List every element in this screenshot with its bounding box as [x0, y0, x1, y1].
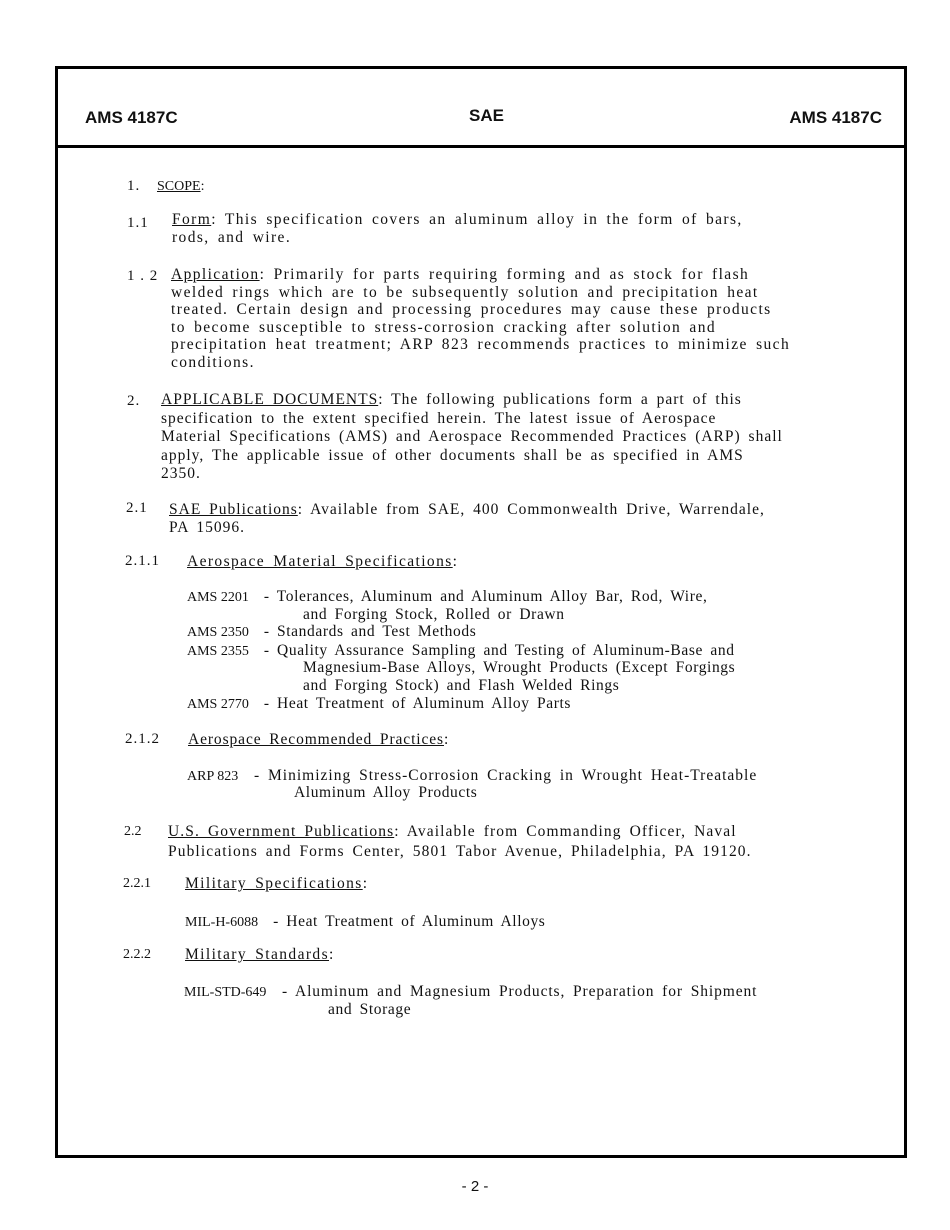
reference-continuation: and Storage	[328, 1001, 412, 1018]
reference-code: AMS 2350	[187, 625, 249, 640]
section-paragraph: Application: Primarily for parts requiring forming and as stock for flash welded rings which are to be subsequently solution and precipitation heat treated. Certain design and processing procedures may cause these products to become susceptible to stress-corrosion cracking after solution and precipitation heat treatment; ARP 823 recommends practices to minimize such conditions.	[171, 266, 791, 371]
section-heading: SCOPE:	[157, 179, 205, 194]
section-number: 2.2	[124, 824, 142, 839]
section-title: APPLICABLE DOCUMENTS	[161, 391, 379, 408]
reference-item: AMS 2355 - Quality Assurance Sampling and Testing of Aluminum-Base and	[187, 642, 735, 659]
reference-continuation: Magnesium-Base Alloys, Wrought Products (Except Forgings	[303, 659, 736, 676]
section-title: Form	[172, 211, 212, 228]
reference-item: AMS 2770 - Heat Treatment of Aluminum Alloy Parts	[187, 695, 572, 712]
section-heading: Aerospace Recommended Practices:	[188, 731, 450, 748]
reference-code: AMS 2355	[187, 644, 249, 659]
section-heading: Aerospace Material Specifications:	[187, 553, 459, 570]
section-title: SAE Publications	[169, 501, 298, 518]
section-paragraph: U.S. Government Publications: Available from Commanding Officer, Naval Publications and Forms Center, 5801 Tabor Avenue, Philadelphia, PA 19120.	[168, 823, 752, 860]
section-paragraph: Form: This specification covers an aluminum alloy in the form of bars, rods, and wire.	[172, 211, 743, 246]
section-heading: Military Specifications:	[185, 875, 369, 892]
section-number: 2.1.2	[125, 731, 160, 747]
section-title: SCOPE	[157, 179, 201, 194]
reference-continuation: and Forging Stock, Rolled or Drawn	[303, 606, 565, 623]
section-title: Application	[171, 266, 260, 283]
reference-item: AMS 2201 - Tolerances, Aluminum and Aluminum Alloy Bar, Rod, Wire,	[187, 588, 708, 605]
section-number: 2.2.2	[123, 947, 151, 962]
section-title: Aerospace Recommended Practices	[188, 731, 444, 748]
reference-item: MIL-STD-649 - Aluminum and Magnesium Products, Preparation for Shipment	[184, 983, 758, 1000]
section-title: Aerospace Material Specifications	[187, 553, 453, 570]
reference-code: MIL-STD-649	[184, 985, 267, 1000]
section-title: U.S. Government Publications	[168, 823, 395, 840]
section-title: Military Standards	[185, 946, 330, 963]
section-number: 1 . 2	[127, 268, 159, 284]
section-number: 2.	[127, 393, 141, 409]
section-number: 2.2.1	[123, 876, 151, 891]
section-number: 2.1.1	[125, 553, 160, 569]
reference-code: ARP 823	[187, 769, 239, 784]
reference-continuation: Aluminum Alloy Products	[294, 784, 478, 801]
header-doc-id-right: AMS 4187C	[789, 108, 882, 127]
header-org: SAE	[469, 106, 504, 125]
section-heading: Military Standards:	[185, 946, 335, 963]
section-paragraph: APPLICABLE DOCUMENTS: The following publications form a part of this specification to the extent specified herein. The latest issue of Aerospace Material Specifications (AMS) and Aerospace Recommended Practices (ARP) shall apply, The applicable issue of other documents shall be as specified in AMS 2350.	[161, 391, 783, 482]
section-number: 1.	[127, 178, 141, 194]
reference-continuation: and Forging Stock) and Flash Welded Rings	[303, 677, 620, 694]
reference-item: ARP 823 - Minimizing Stress-Corrosion Cracking in Wrought Heat-Treatable	[187, 767, 758, 784]
reference-code: AMS 2201	[187, 590, 249, 605]
page-number: - 2 -	[461, 1178, 489, 1195]
section-number: 1.1	[127, 215, 149, 231]
reference-code: AMS 2770	[187, 697, 249, 712]
header-doc-id-left: AMS 4187C	[85, 108, 178, 127]
reference-item: MIL-H-6088 - Heat Treatment of Aluminum Alloys	[185, 913, 546, 930]
reference-item: AMS 2350 - Standards and Test Methods	[187, 623, 477, 640]
section-number: 2.1	[126, 500, 148, 516]
reference-code: MIL-H-6088	[185, 915, 259, 930]
section-paragraph: SAE Publications: Available from SAE, 400 Commonwealth Drive, Warrendale, PA 15096.	[169, 501, 765, 536]
section-title: Military Specifications	[185, 875, 363, 892]
